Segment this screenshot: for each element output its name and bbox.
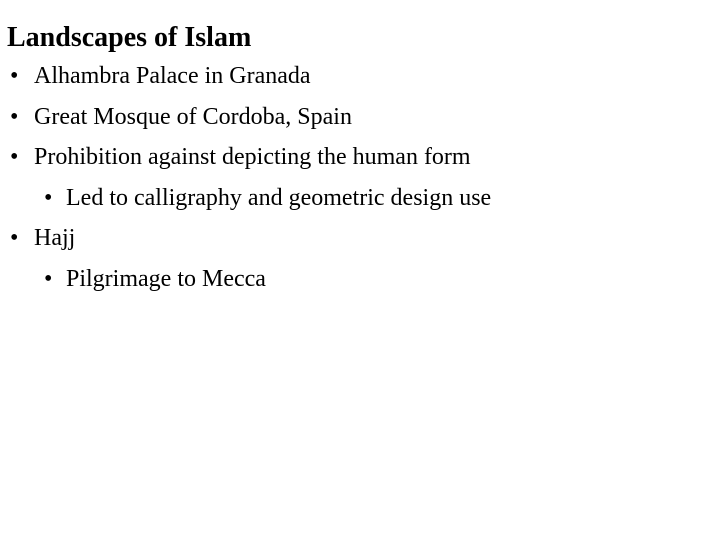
bullet-icon: •: [10, 225, 19, 252]
bullet-icon: •: [10, 144, 19, 171]
bullet-text: Led to calligraphy and geometric design use: [66, 184, 492, 211]
bullet-item-alhambra: [0, 56, 720, 97]
bullet-icon: •: [10, 103, 19, 130]
bullet-text: Hajj: [34, 225, 76, 252]
bullet-icon: •: [44, 184, 53, 211]
bullet-item-prohibition: [0, 137, 720, 178]
slide-title: Landscapes of Islam: [7, 22, 252, 53]
bullet-list: [0, 56, 720, 300]
bullet-text: Prohibition against depicting the human form: [34, 144, 471, 171]
bullet-text: Pilgrimage to Mecca: [66, 265, 266, 292]
sub-bullet-item-pilgrimage: [0, 259, 720, 300]
bullet-text: Great Mosque of Cordoba, Spain: [34, 103, 352, 130]
bullet-icon: •: [10, 63, 19, 89]
bullet-text: Alhambra Palace in Granada: [34, 63, 311, 89]
bullet-icon: •: [44, 265, 53, 292]
bullet-item-great-mosque: [0, 97, 720, 138]
bullet-item-hajj: [0, 218, 720, 259]
sub-bullet-item-calligraphy: [0, 178, 720, 219]
